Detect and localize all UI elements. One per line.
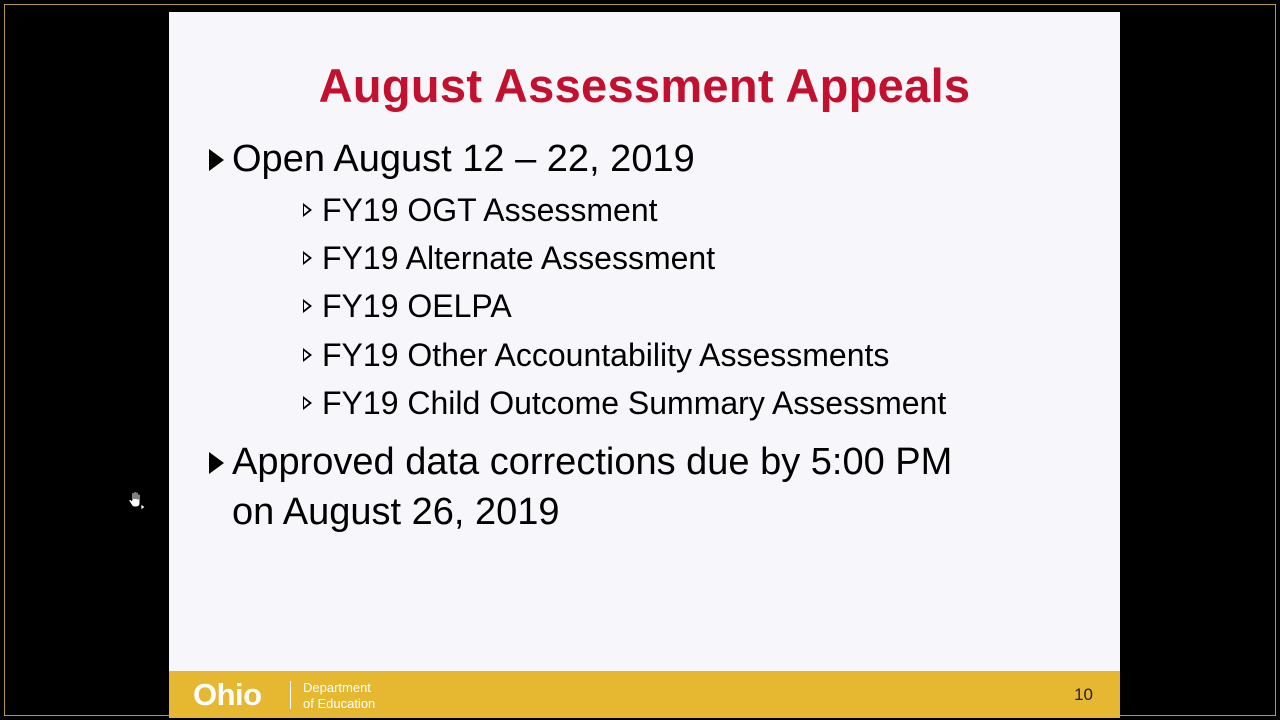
- sub-bullet-arrow-icon: [303, 299, 312, 313]
- slide-footer: [169, 671, 1120, 718]
- sub-bullet-text: FY19 Child Outcome Summary Assessment: [322, 385, 947, 421]
- presentation-frame: [4, 4, 1276, 716]
- slide-title: August Assessment Appeals: [318, 59, 971, 112]
- dept-line1: Department: [303, 680, 371, 695]
- ohio-logo: Ohio: [193, 677, 262, 712]
- sub-bullet-text: FY19 Alternate Assessment: [322, 240, 716, 276]
- bullet-text-line2: on August 26, 2019: [232, 491, 560, 533]
- sub-bullet-text: FY19 OELPA: [322, 288, 512, 324]
- bullet-text-line1: Approved data corrections due by 5:00 PM: [232, 441, 953, 483]
- sub-bullet-text: FY19 OGT Assessment: [322, 192, 658, 228]
- sub-bullet-text: FY19 Other Accountability Assessments: [322, 337, 890, 373]
- sub-bullet-arrow-icon: [303, 348, 312, 362]
- department-name: [303, 680, 375, 712]
- hand-pointer-icon: [126, 490, 148, 512]
- bullet-text: Open August 12 – 22, 2019: [232, 138, 695, 180]
- sub-bullet-arrow-icon: [303, 203, 312, 217]
- slide: [169, 12, 1120, 718]
- bullet-arrow-icon: [209, 452, 224, 474]
- dept-line2: of Education: [303, 696, 376, 711]
- logo-divider: [290, 681, 291, 709]
- page-number: 10: [1074, 685, 1093, 704]
- bullet-arrow-icon: [209, 149, 224, 171]
- sub-bullet-arrow-icon: [303, 251, 312, 265]
- sub-bullet-arrow-icon: [303, 396, 312, 410]
